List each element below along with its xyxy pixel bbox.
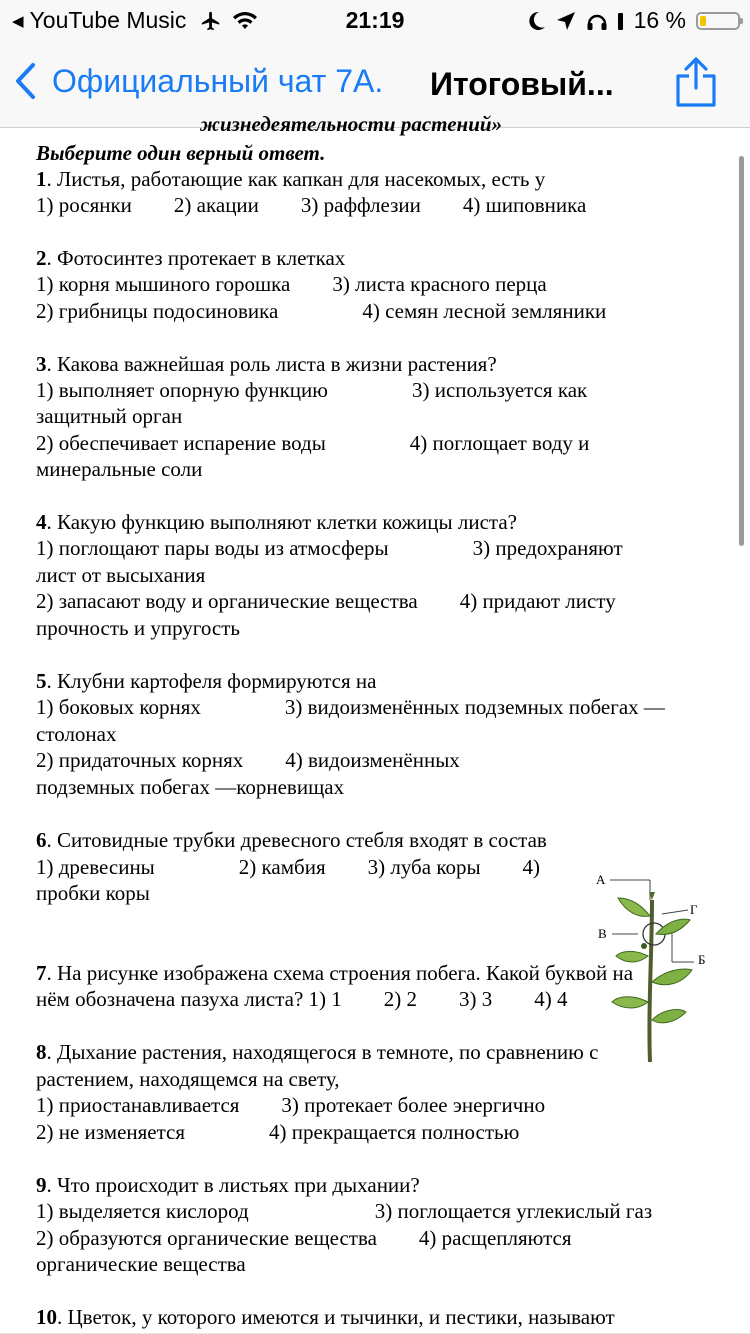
line-text: прочность и упругость	[36, 616, 240, 640]
line-text: . Клубни картофеля формируются на	[46, 669, 377, 693]
line-text: органические вещества	[36, 1252, 246, 1276]
label-a: А	[596, 872, 606, 887]
cut-heading: жизнедеятельности растений»	[200, 112, 503, 136]
line-text: 2) запасают воду и органические вещества 4) придают листу	[36, 589, 616, 613]
question-2	[36, 245, 345, 272]
line-text: . На рисунке изображена схема строения побега. Какой буквой на	[46, 961, 634, 985]
shoot-diagram	[592, 870, 712, 1066]
answer-line	[36, 1119, 519, 1146]
location-icon	[556, 11, 576, 31]
answer-line	[36, 588, 616, 615]
line-text: . Ситовидные трубки древесного стебля входят в состав	[46, 828, 547, 852]
page-title: Итоговый...	[430, 66, 614, 102]
line-text: 2) образуются органические вещества 4) расщепляются	[36, 1226, 572, 1250]
line-text: 1) приостанавливается 3) протекает более энергично	[36, 1093, 546, 1117]
question-5	[36, 668, 376, 695]
line-text: 1) боковых корнях 3) видоизменённых подземных побегах —	[36, 695, 665, 719]
line-text: защитный орган	[36, 404, 183, 428]
instruction: Выберите один верный ответ.	[36, 141, 326, 165]
question-3	[36, 351, 497, 378]
question-number: 7	[36, 961, 47, 985]
answer-line	[36, 271, 547, 298]
line-text: . Листья, работающие как капкан для насекомых, есть у	[46, 167, 546, 191]
line-text: . Какую функцию выполняют клетки кожицы листа?	[46, 510, 517, 534]
document-view[interactable]	[0, 112, 750, 1334]
scrollbar[interactable]	[739, 156, 744, 546]
question-number: 3	[36, 352, 47, 376]
share-icon[interactable]	[674, 56, 718, 108]
question-10	[36, 1304, 615, 1331]
headphones-icon	[586, 11, 608, 31]
line-text: . Какова важнейшая роль листа в жизни растения?	[46, 352, 497, 376]
back-label: Официальный чат 7А.	[52, 62, 384, 99]
answer-line	[36, 986, 568, 1013]
question-7	[36, 960, 633, 987]
answer-line	[36, 854, 540, 881]
line-text: 1) росянки 2) акации 3) раффлезии 4) шиповника	[36, 193, 587, 217]
answer-line	[36, 721, 116, 748]
answer-line	[36, 880, 150, 907]
battery-percent: 16 %	[633, 7, 686, 33]
line-text: лист от высыхания	[36, 563, 206, 587]
answer-line	[36, 403, 182, 430]
answer-line	[36, 615, 240, 642]
line-text: . Что происходит в листьях при дыхании?	[46, 1173, 420, 1197]
line-text: пробки коры	[36, 881, 150, 905]
answer-line	[36, 1251, 246, 1278]
answer-line	[36, 1225, 572, 1252]
line-text: . Цветок, у которого имеются и тычинки, и пестики, называют	[57, 1305, 615, 1329]
answer-line	[36, 456, 202, 483]
question-number: 4	[36, 510, 47, 534]
answer-line	[36, 747, 460, 774]
status-bar	[0, 0, 750, 40]
label-b: Б	[698, 952, 706, 967]
answer-line	[36, 377, 587, 404]
line-text: 2) придаточных корнях 4) видоизменённых	[36, 748, 460, 772]
answer-line	[36, 192, 586, 219]
line-text: . Фотосинтез протекает в клетках	[46, 246, 346, 270]
line-text: нём обозначена пазуха листа? 1) 1 2) 2 3) 3 4) 4	[36, 987, 568, 1011]
line-text: 1) выделяется кислород 3) поглощается углекислый газ	[36, 1199, 653, 1223]
answer-line	[36, 774, 344, 801]
question-number: 9	[36, 1173, 47, 1197]
answer-line	[36, 562, 205, 589]
question-8	[36, 1039, 598, 1066]
answer-line	[36, 1066, 340, 1093]
back-button[interactable]	[14, 62, 383, 100]
question-number: 6	[36, 828, 47, 852]
answer-line	[36, 694, 665, 721]
line-text: подземных побегах —корневищах	[36, 775, 345, 799]
line-text: минеральные соли	[36, 457, 203, 481]
answer-line	[36, 298, 606, 325]
line-text: 2) не изменяется 4) прекращается полностью	[36, 1120, 520, 1144]
label-g: Г	[690, 902, 698, 917]
line-text: столонах	[36, 722, 117, 746]
clock: 21:19	[345, 7, 405, 33]
question-number: 10	[36, 1305, 57, 1329]
answer-line	[36, 1092, 545, 1119]
line-text: 2) обеспечивает испарение воды 4) поглощает воду и	[36, 431, 590, 455]
line-text: 1) корня мышиного горошка 3) листа красного перца	[36, 272, 547, 296]
line-text: . Дыхание растения, находящегося в темноте, по сравнению с	[46, 1040, 599, 1064]
question-9	[36, 1172, 420, 1199]
answer-line	[36, 535, 623, 562]
line-text: растением, находящемся на свету,	[36, 1067, 340, 1091]
label-v: В	[598, 926, 607, 941]
line-text: 2) грибницы подосиновика 4) семян лесной земляники	[36, 299, 607, 323]
question-number: 2	[36, 246, 47, 270]
line-text: 1) поглощают пары воды из атмосферы 3) предохраняют	[36, 536, 623, 560]
line-text: 1) выполняет опорную функцию 3) используется как	[36, 378, 588, 402]
question-number: 5	[36, 669, 47, 693]
chevron-left-icon	[14, 62, 36, 100]
battery-icon	[696, 12, 740, 30]
question-number: 8	[36, 1040, 47, 1064]
question-number: 1	[36, 167, 47, 191]
moon-icon	[528, 11, 546, 31]
question-1	[36, 166, 545, 193]
signal-bar-icon	[618, 11, 624, 31]
line-text: 1) древесины 2) камбия 3) луба коры 4)	[36, 855, 541, 879]
answer-line	[36, 1198, 652, 1225]
answer-line	[36, 430, 589, 457]
question-4	[36, 509, 517, 536]
question-6	[36, 827, 547, 854]
back-app-label: YouTube Music	[29, 7, 187, 33]
back-triangle-icon: ◀	[12, 12, 24, 30]
